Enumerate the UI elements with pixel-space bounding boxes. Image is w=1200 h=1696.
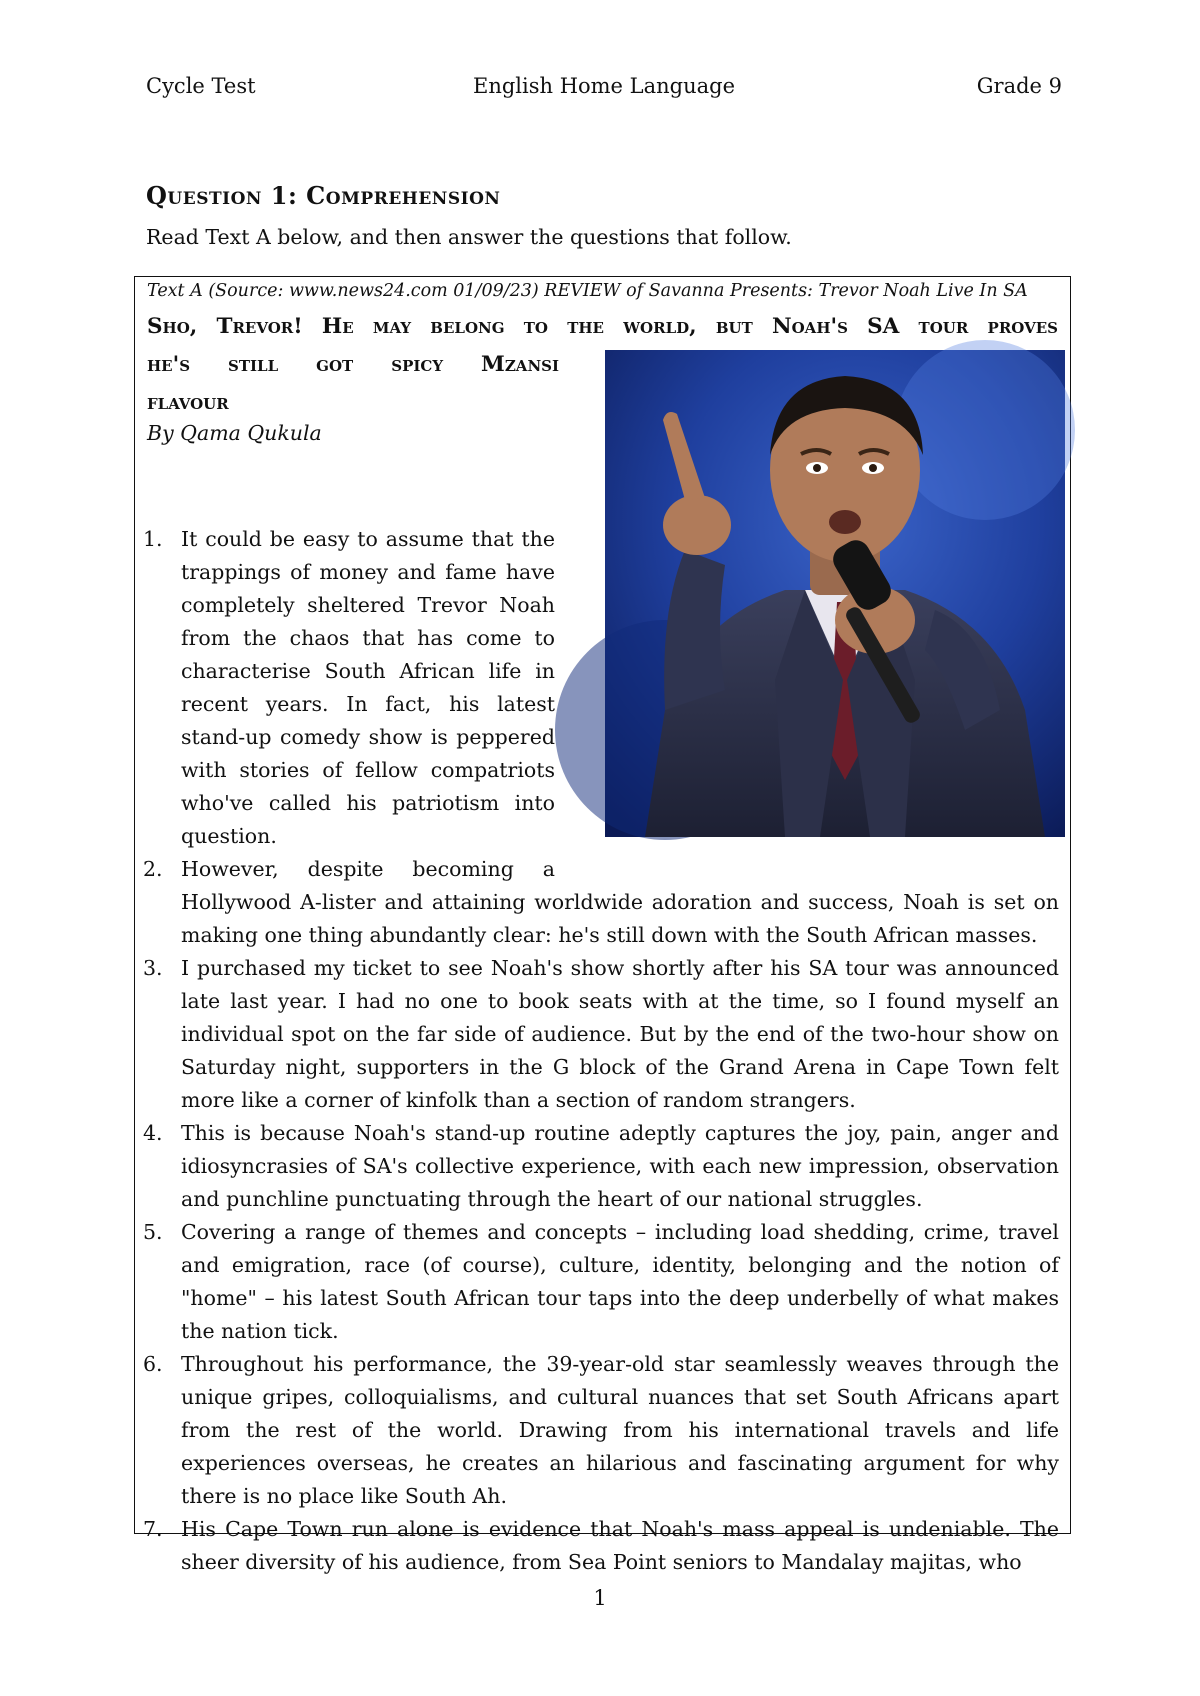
page-number: 1 — [593, 1586, 607, 1610]
paragraph-number: 2. — [143, 857, 163, 881]
headline-line-2: he's still got spicy Mzansi — [147, 352, 559, 377]
paragraph-text: His Cape Town run alone is evidence that Noah's mass appeal is undeniable. The sheer diversity of his audience, from Sea Point seniors to Mandalay majitas, who — [181, 1517, 1059, 1574]
paragraph-3 — [143, 952, 1059, 1117]
paragraph-2 — [143, 853, 1059, 952]
paragraph-5 — [143, 1216, 1059, 1348]
header-center: English Home Language — [472, 74, 736, 98]
header-left: Cycle Test — [146, 74, 256, 98]
paragraph-number: 5. — [143, 1220, 163, 1244]
headline-line-1: Sho, Trevor! He may belong to the world, but Noah's SA tour proves — [147, 314, 1058, 339]
paragraph-number: 6. — [143, 1352, 163, 1376]
paragraph-text: This is because Noah's stand-up routine adeptly captures the joy, pain, anger and idiosyncrasies of SA's collective experience, with each new impression, observation and punchline punctuating through the heart of our national struggles. — [181, 1121, 1059, 1211]
paragraph-text: It could be easy to assume that the trappings of money and fame have completely sheltered Trevor Noah from the chaos that has come to characterise South African life in recent years. In fact, his latest stand-up comedy show is peppered with stories of fellow compatriots who've called his patriotism into question. — [181, 527, 555, 848]
text-source: Text A (Source: www.news24.com 01/09/23) REVIEW of Savanna Presents: Trevor Noah Live In SA — [147, 281, 1028, 301]
paragraph-text: Covering a range of themes and concepts – including load shedding, crime, travel and emigration, race (of course), culture, identity, belonging and the notion of "home" – his latest South African tour taps into the deep underbelly of what makes the nation tick. — [181, 1220, 1059, 1343]
paragraph-number: 1. — [143, 527, 163, 551]
paragraph-number: 7. — [143, 1517, 163, 1541]
headline-line-3: flavour — [147, 390, 229, 415]
paragraph-1 — [143, 523, 555, 853]
header-right: Grade 9 — [976, 74, 1062, 98]
paragraph-text-start: However, despite becoming a — [181, 857, 555, 881]
paragraph-4 — [143, 1117, 1059, 1216]
paragraph-number: 3. — [143, 956, 163, 980]
text-a-box — [134, 276, 1071, 1574]
paragraph-text-rest: Hollywood A-lister and attaining worldwide adoration and success, Noah is set on making one thing abundantly clear: he's still down with the South African masses. — [181, 890, 1059, 947]
byline: By Qama Qukula — [147, 421, 322, 445]
paragraph-7 — [143, 1513, 1059, 1579]
paragraph-text: I purchased my ticket to see Noah's show shortly after his SA tour was announced late last year. I had no one to book seats with at the time, so I found myself an individual spot on the far side of audience. But by the end of the two-hour show on Saturday night, supporters in the G block of the Grand Arena in Cape Town felt more like a corner of kinfolk than a section of random strangers. — [181, 956, 1059, 1112]
page-header — [146, 74, 1062, 102]
headline-continuation — [147, 346, 559, 422]
paragraph-number: 4. — [143, 1121, 163, 1145]
article-paragraphs — [143, 523, 1059, 1579]
paragraph-6 — [143, 1348, 1059, 1513]
paragraph-text: Throughout his performance, the 39-year-old star seamlessly weaves through the unique gripes, colloquialisms, and cultural nuances that set South Africans apart from the rest of the world. Drawing from his international travels and life experiences overseas, he creates an hilarious and fascinating argument for why there is no place like South Ah. — [181, 1352, 1059, 1508]
question-title: Question 1: Comprehension — [146, 181, 501, 210]
question-instruction: Read Text A below, and then answer the questions that follow. — [146, 225, 792, 249]
